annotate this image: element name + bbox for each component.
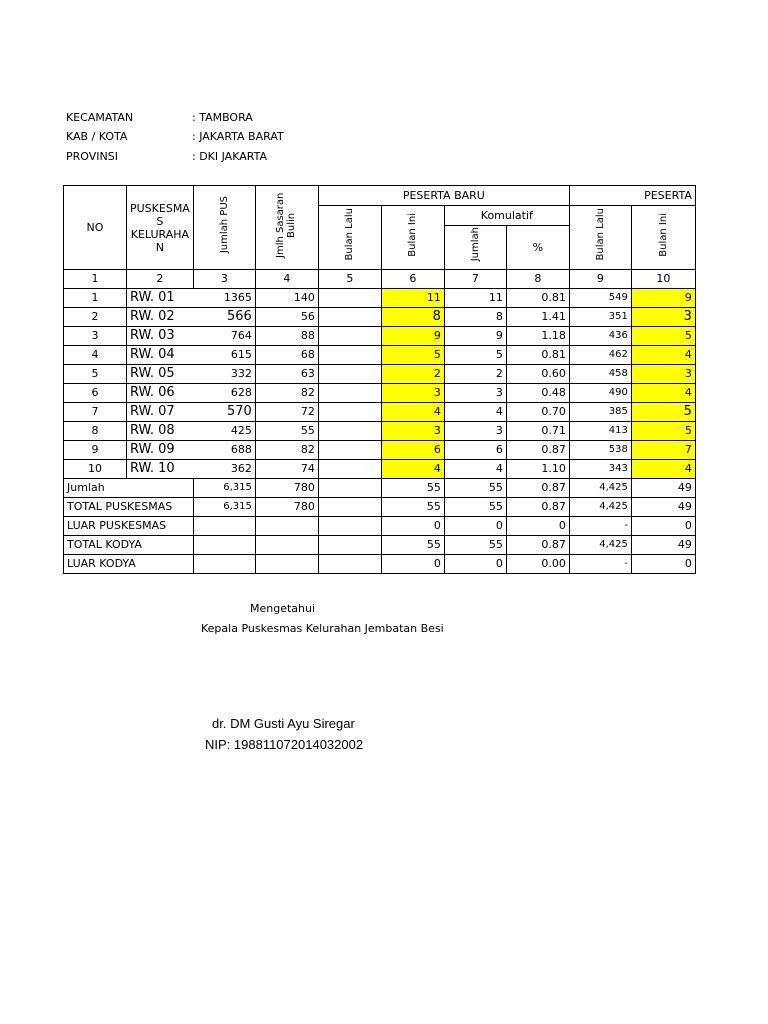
total-persen: 0.87 [506,498,569,517]
row-bulan-lalu [318,403,381,422]
row-no: 8 [64,422,127,441]
total-jumlah: 55 [444,479,506,498]
total-sasaran [255,517,318,536]
col-bulan-ini-text: Bulan Ini [407,212,419,257]
row-bulan-lalu2: 413 [569,422,631,441]
col-bulan-lalu-text: Bulan Lalu [344,208,356,261]
row-pus: 688 [193,441,255,460]
row-persen: 0.71 [506,422,569,441]
total-label: LUAR PUSKESMAS [64,517,194,536]
row-sasaran: 63 [255,365,318,384]
row-pus: 764 [193,327,255,346]
row-no: 3 [64,327,127,346]
table-row [64,441,696,460]
row-rw: RW. 07 [127,403,194,422]
row-bulan-ini: 3 [381,384,444,403]
row-bulan-lalu2: 538 [569,441,631,460]
total-bulan-lalu [318,479,381,498]
row-sasaran: 82 [255,384,318,403]
row-pus: 570 [193,403,255,422]
total-bulan-lalu2: 4,425 [569,498,631,517]
row-bulan-lalu [318,346,381,365]
row-rw: RW. 05 [127,365,194,384]
group-peserta-baru: PESERTA BARU [318,186,569,206]
total-bulan-ini2: 49 [631,536,695,555]
provinsi-value: : DKI JAKARTA [192,150,267,163]
col-no-header: NO [64,186,127,270]
row-persen: 0.81 [506,289,569,308]
row-bulan-lalu [318,422,381,441]
total-bulan-lalu2: - [569,517,631,536]
total-row [64,517,696,536]
row-pus: 425 [193,422,255,441]
row-no: 9 [64,441,127,460]
col-number: 1 [64,270,127,289]
col-persen-header: % [506,226,569,270]
row-no: 5 [64,365,127,384]
total-row [64,479,696,498]
row-sasaran: 74 [255,460,318,479]
row-bulan-ini2: 9 [631,289,695,308]
row-sasaran: 72 [255,403,318,422]
table-row [64,327,696,346]
row-bulan-ini2: 5 [631,327,695,346]
row-jumlah: 3 [444,422,506,441]
total-bulan-ini: 0 [381,517,444,536]
total-persen: 0.87 [506,536,569,555]
total-persen: 0.00 [506,555,569,574]
row-bulan-ini2: 5 [631,403,695,422]
total-persen: 0.87 [506,479,569,498]
row-sasaran: 82 [255,441,318,460]
row-bulan-lalu2: 458 [569,365,631,384]
total-bulan-lalu2: - [569,555,631,574]
table-row [64,346,696,365]
row-sasaran: 55 [255,422,318,441]
col-pus-text: Jumlah PUS [218,195,230,254]
total-bulan-ini: 55 [381,498,444,517]
row-bulan-lalu2: 490 [569,384,631,403]
row-bulan-lalu [318,289,381,308]
row-pus: 566 [193,308,255,327]
row-sasaran: 56 [255,308,318,327]
row-bulan-lalu [318,365,381,384]
row-bulan-ini: 2 [381,365,444,384]
row-bulan-lalu [318,327,381,346]
total-jumlah: 55 [444,536,506,555]
row-bulan-ini: 6 [381,441,444,460]
col-bulan-ini-header [381,206,444,270]
row-bulan-lalu2: 549 [569,289,631,308]
provinsi-label: PROVINSI [66,150,118,163]
total-bulan-lalu [318,555,381,574]
row-bulan-ini: 11 [381,289,444,308]
col-number: 4 [255,270,318,289]
table-row [64,460,696,479]
row-no: 2 [64,308,127,327]
col-puskesmas-line: S [156,214,164,228]
total-bulan-lalu [318,498,381,517]
col-number: 6 [381,270,444,289]
col-puskesmas-line: N [155,240,165,254]
col-puskesmas-line: PUSKESMA [130,201,190,215]
kecamatan-label: KECAMATAN [66,111,134,124]
row-rw: RW. 02 [127,308,194,327]
row-bulan-ini: 9 [381,327,444,346]
row-no: 6 [64,384,127,403]
row-no: 7 [64,403,127,422]
total-row [64,498,696,517]
row-bulan-lalu2: 436 [569,327,631,346]
col-number: 10 [631,270,695,289]
row-no: 1 [64,289,127,308]
total-bulan-lalu [318,536,381,555]
row-rw: RW. 03 [127,327,194,346]
row-bulan-ini2: 4 [631,460,695,479]
table-row [64,422,696,441]
row-bulan-lalu2: 351 [569,308,631,327]
row-jumlah: 6 [444,441,506,460]
row-pus: 362 [193,460,255,479]
col-bulan-lalu2-header [569,206,631,270]
row-bulan-ini: 4 [381,403,444,422]
row-jumlah: 4 [444,403,506,422]
total-row [64,536,696,555]
row-sasaran: 68 [255,346,318,365]
col-sasaran-header [255,186,318,270]
total-bulan-ini2: 49 [631,498,695,517]
row-no: 4 [64,346,127,365]
col-jumlah-text: Jumlah [469,227,481,262]
total-jumlah: 55 [444,498,506,517]
row-jumlah: 3 [444,384,506,403]
table-row [64,403,696,422]
col-bulan-ini2-text: Bulan Ini [657,212,669,257]
row-jumlah: 9 [444,327,506,346]
col-puskesmas-line: KELURAHA [130,227,190,241]
report-table [63,185,696,574]
table-row [64,365,696,384]
row-rw: RW. 06 [127,384,194,403]
row-jumlah: 5 [444,346,506,365]
total-label: LUAR KODYA [64,555,194,574]
col-bulan-lalu2-text: Bulan Lalu [594,208,606,261]
total-label: Jumlah [64,479,194,498]
row-persen: 0.81 [506,346,569,365]
kab-kota-label: KAB / KOTA [66,130,128,143]
signer-nip: NIP: 198811072014032002 [205,737,364,752]
col-number: 8 [506,270,569,289]
row-bulan-lalu [318,384,381,403]
row-jumlah: 4 [444,460,506,479]
col-number: 5 [318,270,381,289]
total-label: TOTAL PUSKESMAS [64,498,194,517]
row-jumlah: 8 [444,308,506,327]
total-bulan-lalu2: 4,425 [569,479,631,498]
table-row [64,308,696,327]
col-number: 9 [569,270,631,289]
row-pus: 332 [193,365,255,384]
col-bulan-ini2-header [631,206,695,270]
group-peserta: PESERTA [569,186,695,206]
row-bulan-ini2: 4 [631,384,695,403]
row-bulan-lalu [318,460,381,479]
row-bulan-lalu2: 385 [569,403,631,422]
signer-name: dr. DM Gusti Ayu Siregar [212,716,355,731]
total-pus [193,536,255,555]
row-persen: 0.87 [506,441,569,460]
total-sasaran: 780 [255,479,318,498]
row-rw: RW. 10 [127,460,194,479]
row-bulan-lalu [318,308,381,327]
col-number: 7 [444,270,506,289]
row-bulan-ini: 4 [381,460,444,479]
row-bulan-ini: 3 [381,422,444,441]
row-jumlah: 11 [444,289,506,308]
col-number: 2 [127,270,194,289]
row-no: 10 [64,460,127,479]
position-text: Kepala Puskesmas Kelurahan Jembatan Besi [201,622,444,635]
row-bulan-lalu2: 462 [569,346,631,365]
row-bulan-lalu2: 343 [569,460,631,479]
row-sasaran: 88 [255,327,318,346]
total-bulan-lalu2: 4,425 [569,536,631,555]
total-pus [193,555,255,574]
col-number: 3 [193,270,255,289]
row-bulan-ini2: 7 [631,441,695,460]
row-rw: RW. 08 [127,422,194,441]
row-pus: 615 [193,346,255,365]
row-persen: 1.10 [506,460,569,479]
row-pus: 1365 [193,289,255,308]
row-bulan-ini2: 3 [631,365,695,384]
total-jumlah: 0 [444,517,506,536]
row-rw: RW. 04 [127,346,194,365]
col-jumlah-header [444,226,506,270]
column-number-row [64,270,696,289]
total-bulan-ini2: 49 [631,479,695,498]
total-sasaran [255,555,318,574]
total-bulan-ini2: 0 [631,517,695,536]
total-row [64,555,696,574]
row-persen: 0.70 [506,403,569,422]
group-komulatif: Komulatif [444,206,569,226]
row-rw: RW. 01 [127,289,194,308]
total-persen: 0 [506,517,569,536]
col-bulan-lalu-header [318,206,381,270]
total-bulan-ini2: 0 [631,555,695,574]
row-sasaran: 140 [255,289,318,308]
row-bulan-ini: 5 [381,346,444,365]
kab-kota-value: : JAKARTA BARAT [192,130,284,143]
total-pus: 6,315 [193,479,255,498]
total-pus [193,517,255,536]
total-sasaran: 780 [255,498,318,517]
row-rw: RW. 09 [127,441,194,460]
row-persen: 0.60 [506,365,569,384]
row-bulan-ini2: 4 [631,346,695,365]
row-bulan-ini2: 3 [631,308,695,327]
row-pus: 628 [193,384,255,403]
row-persen: 1.18 [506,327,569,346]
row-persen: 0.48 [506,384,569,403]
row-bulan-ini2: 5 [631,422,695,441]
total-bulan-ini: 55 [381,479,444,498]
total-pus: 6,315 [193,498,255,517]
total-label: TOTAL KODYA [64,536,194,555]
table-row [64,289,696,308]
col-pus-header [193,186,255,270]
row-bulan-ini: 8 [381,308,444,327]
mengetahui-text: Mengetahui [250,602,316,615]
total-bulan-ini: 0 [381,555,444,574]
total-sasaran [255,536,318,555]
total-jumlah: 0 [444,555,506,574]
row-jumlah: 2 [444,365,506,384]
row-bulan-lalu [318,441,381,460]
col-puskesmas-header [127,186,194,270]
total-bulan-lalu [318,517,381,536]
col-sasaran-text: Jmlh Sasaran Bulin [274,191,297,258]
row-persen: 1.41 [506,308,569,327]
table-row [64,384,696,403]
kecamatan-value: : TAMBORA [192,111,253,124]
total-bulan-ini: 55 [381,536,444,555]
